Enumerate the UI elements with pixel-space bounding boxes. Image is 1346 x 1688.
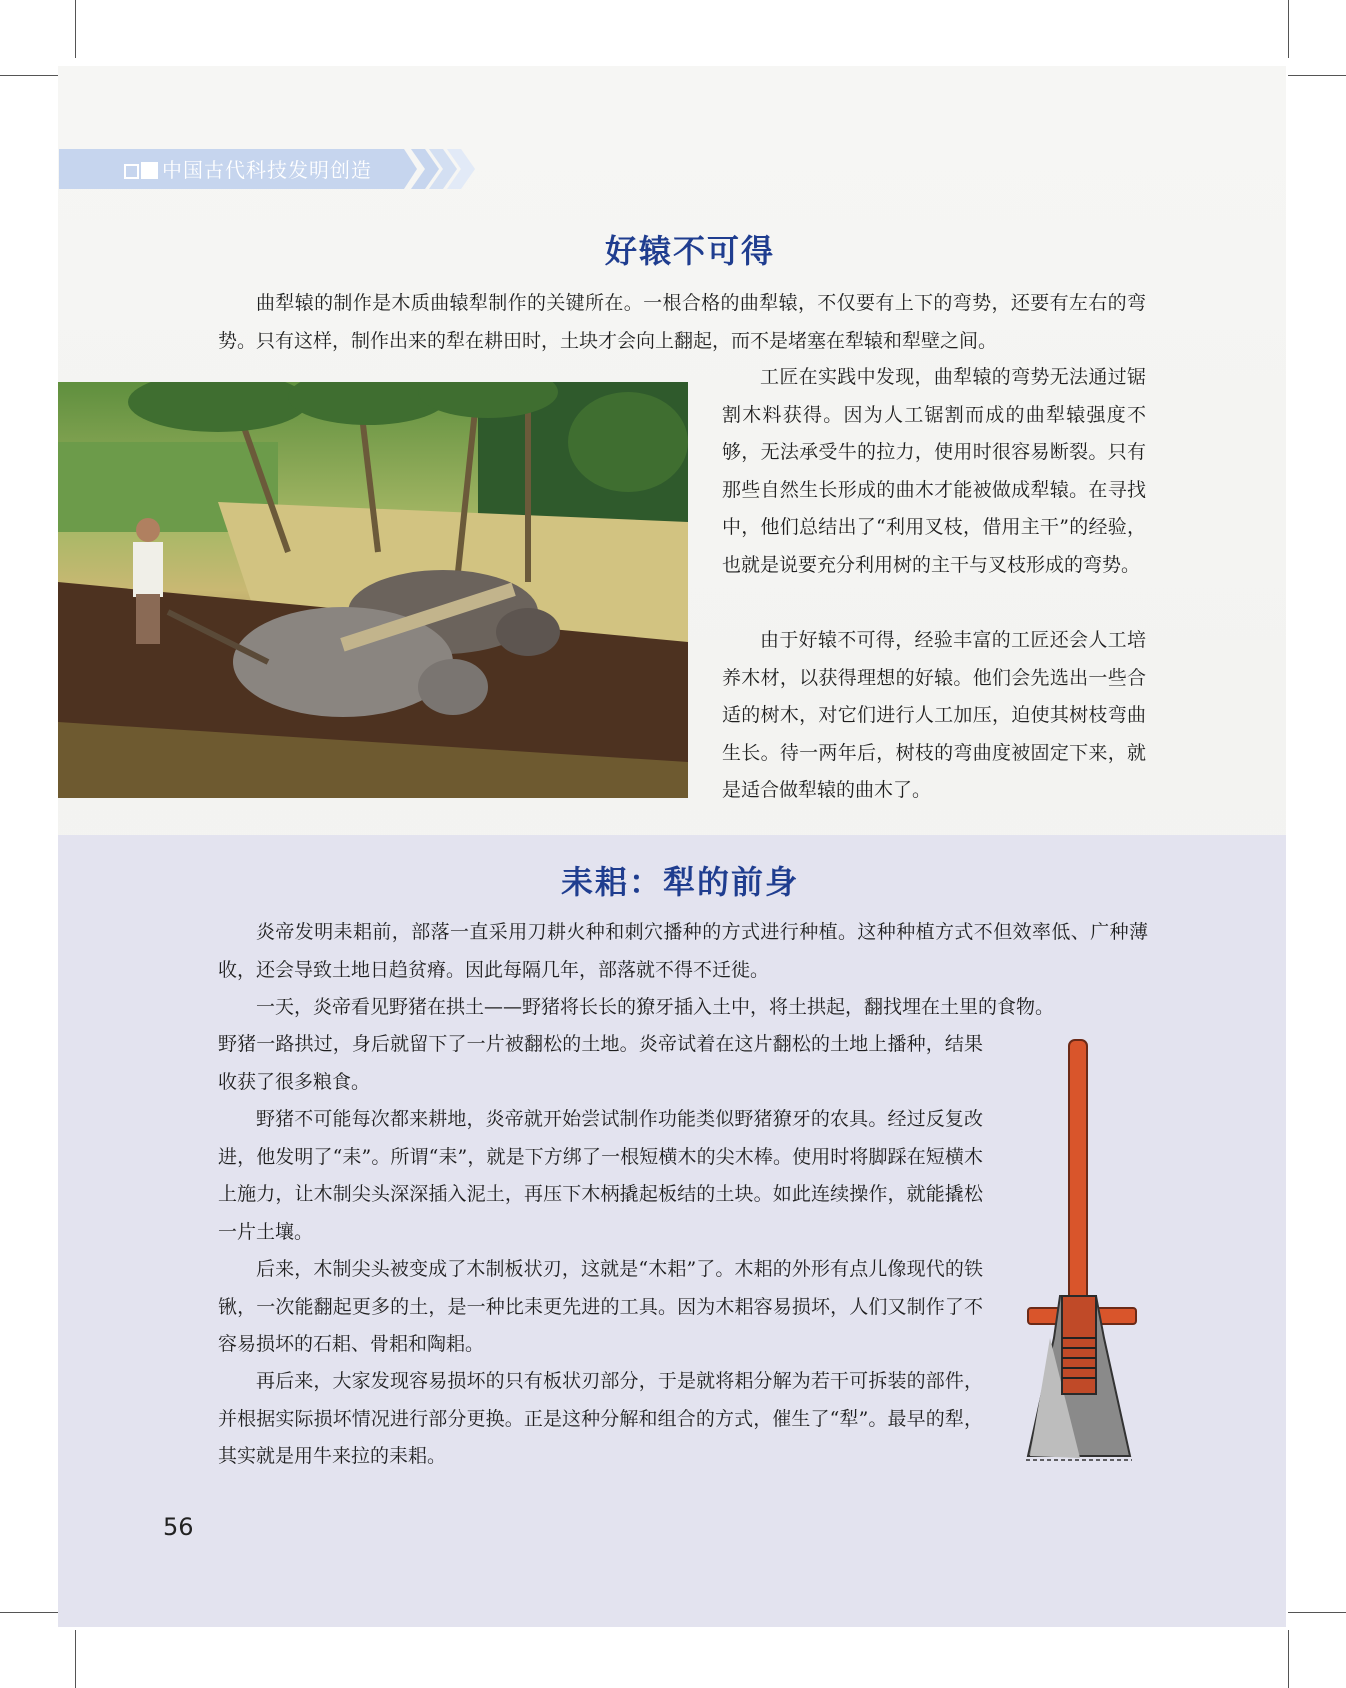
leisi-tool-illustration: [1020, 1038, 1140, 1470]
outline-square-icon: [124, 164, 139, 179]
water-buffalo-plowing-photo: [58, 382, 688, 798]
section1-title: 好辕不可得: [604, 232, 775, 270]
page-number: 56: [163, 1513, 194, 1541]
crop-mark: [1288, 1630, 1289, 1688]
section1-paragraph-2: 工匠在实践中发现，曲犁辕的弯势无法通过锯割木料获得。因为人工锯割而成的曲犁辕强度不够，无法承受牛的拉力，使用时很容易断裂。只有那些自然生长形成的曲木才能被做成犁辕。在寻找中，他们总结出了“利用叉枝，借用主干”的经验，也就是说要充分利用树的主干与叉枝形成的弯势。: [722, 366, 1146, 576]
section1-intro: 曲犁辕的制作是木质曲辕犁制作的关键所在。一根合格的曲犁辕，不仅要有上下的弯势，还要有左右的弯势。只有这样，制作出来的犁在耕田时，土块才会向上翻起，而不是堵塞在犁辕和犁壁之间。: [218, 292, 1146, 352]
crop-mark: [75, 1630, 76, 1688]
crop-mark: [1288, 1612, 1346, 1613]
header-section-label: [124, 156, 372, 184]
section2-title: 耒耜：犁的前身: [560, 863, 799, 901]
crop-mark: [0, 1612, 58, 1613]
header-label-text: 中国古代科技发明创造: [162, 158, 372, 182]
crop-mark: [75, 0, 76, 58]
section2-paragraph-2a: 一天，炎帝看见野猪在拱土——野猪将长长的獠牙插入土中，将土拱起，翻找埋在土里的食物。: [256, 996, 1055, 1018]
crop-mark: [1288, 75, 1346, 76]
section2-paragraph-5: 再后来，大家发现容易损坏的只有板状刃部分，于是就将耜分解为若干可拆装的部件，并根据实际损坏情况进行部分更换。正是这种分解和组合的方式，催生了“犁”。最早的犁，其实就是用牛来拉的耒耜。: [218, 1370, 983, 1467]
section2-paragraph-1: 炎帝发明耒耜前，部落一直采用刀耕火种和刺穴播种的方式进行种植。这种种植方式不但效率低、广种薄收，还会导致土地日趋贫瘠。因此每隔几年，部落就不得不迁徙。: [218, 921, 1148, 981]
filled-square-icon: [141, 162, 158, 179]
section2-paragraph-4: 后来，木制尖头被变成了木制板状刃，这就是“木耜”了。木耜的外形有点儿像现代的铁锹，一次能翻起更多的土，是一种比耒更先进的工具。因为木耜容易损坏，人们又制作了不容易损坏的石耜、骨耜和陶耜。: [218, 1258, 983, 1355]
crop-mark: [0, 75, 58, 76]
crop-mark: [1288, 0, 1289, 58]
section2-paragraph-3: 野猪不可能每次都来耕地，炎帝就开始尝试制作功能类似野猪獠牙的农具。经过反复改进，他发明了“耒”。所谓“耒”，就是下方绑了一根短横木的尖木棒。使用时将脚踩在短横木上施力，让木制尖头深深插入泥土，再压下木柄撬起板结的土块。如此连续操作，就能撬松一片土壤。: [218, 1108, 983, 1243]
section2-paragraph-2b: 野猪一路拱过，身后就留下了一片被翻松的土地。炎帝试着在这片翻松的土地上播种，结果收获了很多粮食。: [218, 1033, 983, 1093]
section1-paragraph-3: 由于好辕不可得，经验丰富的工匠还会人工培养木材，以获得理想的好辕。他们会先选出一些合适的树木，对它们进行人工加压，迫使其树枝弯曲生长。待一两年后，树枝的弯曲度被固定下来，就是适合做犁辕的曲木了。: [722, 629, 1146, 801]
